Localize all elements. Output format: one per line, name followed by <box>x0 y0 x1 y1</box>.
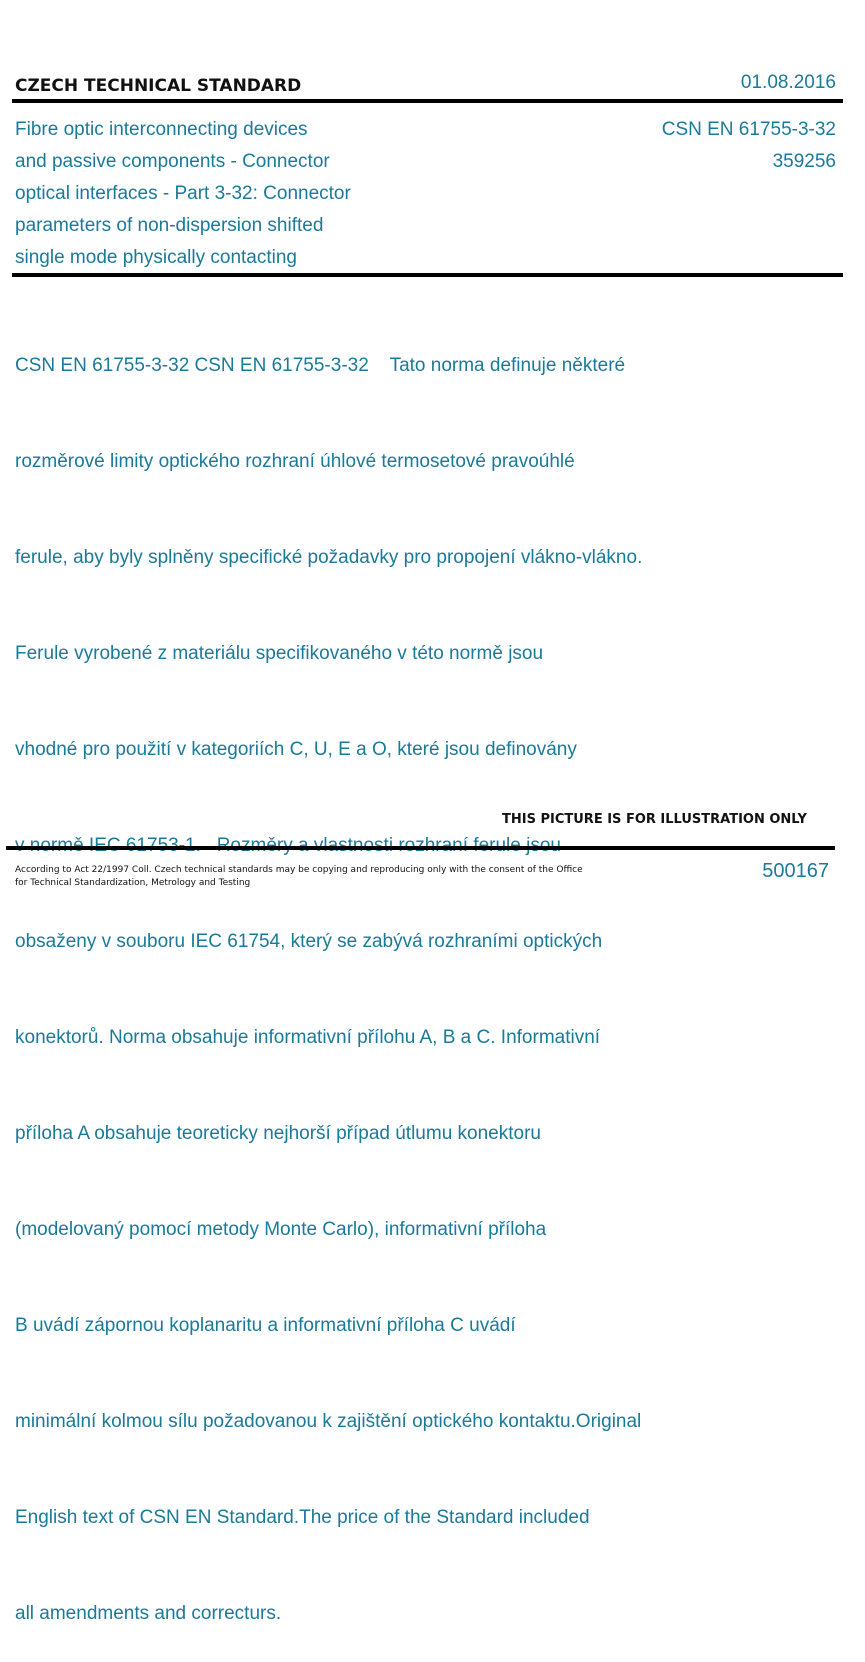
classification-number: 359256 <box>772 151 836 172</box>
header-divider <box>12 99 843 103</box>
abstract-line: all amendments and correcturs. <box>15 1603 282 1624</box>
title-divider <box>12 273 843 277</box>
legal-notice-line: for Technical Standardization, Metrology and Testing <box>15 878 251 888</box>
abstract-line: B uvádí zápornou koplanaritu a informativní příloha C uvádí <box>15 1315 516 1336</box>
legal-notice-line: According to Act 22/1997 Coll. Czech technical standards may be copying and reproducing only with the consent of the Office <box>15 865 583 875</box>
document-number: 500167 <box>762 860 829 882</box>
footer-divider <box>6 846 835 850</box>
abstract-line: Ferule vyrobené z materiálu specifikovaného v této normě jsou <box>15 643 544 664</box>
abstract-line: rozměrové limity optického rozhraní úhlové termosetové pravoúhlé <box>15 451 575 472</box>
standard-title-line: parameters of non-dispersion shifted <box>15 215 324 236</box>
abstract-text <box>15 286 745 1662</box>
abstract-line: (modelovaný pomocí metody Monte Carlo), informativní příloha <box>15 1219 547 1240</box>
standard-identifiers <box>662 114 836 178</box>
document-heading: CZECH TECHNICAL STANDARD <box>15 76 302 96</box>
publication-date: 01.08.2016 <box>740 72 836 93</box>
abstract-line: ferule, aby byly splněny specifické požadavky pro propojení vlákno-vlákno. <box>15 547 643 568</box>
abstract-line: příloha A obsahuje teoreticky nejhorší případ útlumu konektoru <box>15 1123 541 1144</box>
abstract-line: obsaženy v souboru IEC 61754, který se zabývá rozhraními optických <box>15 931 603 952</box>
abstract-line: English text of CSN EN Standard.The price of the Standard included <box>15 1507 590 1528</box>
standard-title <box>15 114 435 274</box>
standard-title-line: single mode physically contacting <box>15 247 297 268</box>
abstract-line: CSN EN 61755-3-32 CSN EN 61755-3-32 Tato norma definuje některé <box>15 355 626 376</box>
abstract-line: konektorů. Norma obsahuje informativní přílohu A, B a C. Informativní <box>15 1027 601 1048</box>
standard-title-line: and passive components - Connector <box>15 151 330 172</box>
illustration-note: THIS PICTURE IS FOR ILLUSTRATION ONLY <box>502 812 807 827</box>
standard-title-line: Fibre optic interconnecting devices <box>15 119 308 140</box>
standard-title-line: optical interfaces - Part 3-32: Connector <box>15 183 351 204</box>
standard-code: CSN EN 61755-3-32 <box>661 119 836 140</box>
legal-notice <box>15 864 595 890</box>
abstract-line: minimální kolmou sílu požadovanou k zajištění optického kontaktu.Original <box>15 1411 642 1432</box>
abstract-line: vhodné pro použití v kategoriích C, U, E a O, které jsou definovány <box>15 739 577 760</box>
